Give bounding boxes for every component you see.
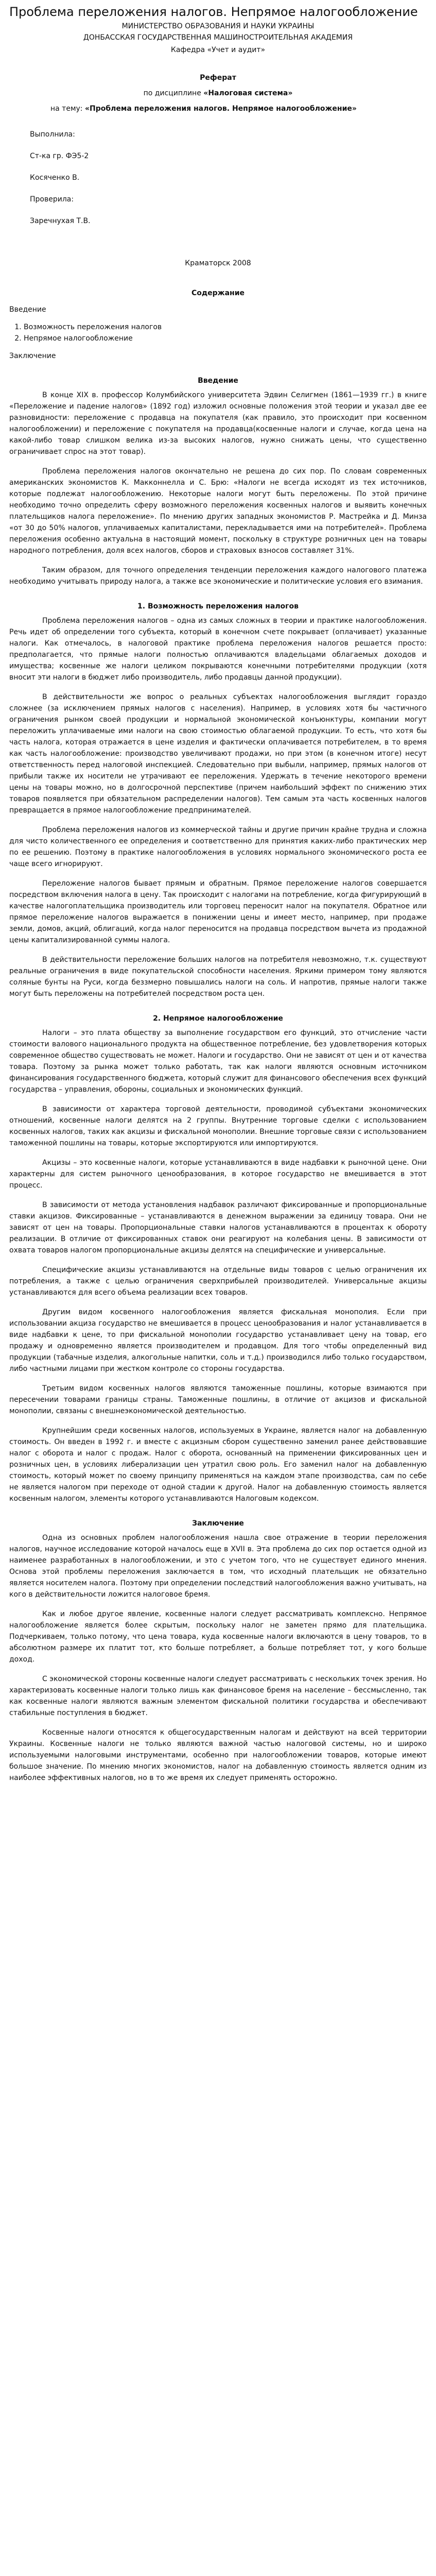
conclusion-body bbox=[9, 1532, 427, 1784]
paragraph: Акцизы – это косвенные налоги, которые устанавливаются в виде надбавки к рыночной цене. Они характерны для систем рыночного ценообразования, в которое государство не вмешивается в этот процесс. bbox=[9, 1159, 427, 1190]
topic-prefix: на тему: bbox=[50, 105, 85, 113]
paragraph: Проблема переложения налогов – одна из самых сложных в теории и практике налогообложения. Речь идет об определении того субъекта, который в конечном счете покрывает (оплачивает) указанные налоги. Как отмечалось, в налоговой практике проблема переложения налогов решается просто: предполагается, что прямые налоги полностью оплачиваются владельцами облагаемых доходов и имущества; косвенные же налоги целиком покрываются конечными потребителями продукции (хотя вносит эти налоги в бюджет либо производитель, либо продавцы данной продукции). bbox=[9, 617, 427, 682]
paragraph: В конце XIX в. профессор Колумбийского университета Эдвин Селигмен (1861—1939 гг.) в книге «Переложение и падение налогов» (1892 год) изложил основные положения этой теории и указал две ее разновидности: переложение с продавца на покупателя (как правило, это происходит при косвенном налогообложении) и переложение с покупателя на продавца(косвенные налоги и случае, когда цена на какой-либо товар слишком велика из-за высоких налогов, нужно снижать цены, что существенно ограничивает спрос на этот товар). bbox=[9, 391, 427, 456]
paragraph: В действительности переложение больших налогов на потребителя невозможно, т.к. существуют реальные ограничения в виде покупательской способности населения. Яркими примером тому являются соляные бунты на Руси, когда беззмерно повышались налоги на соль. И напротив, прямые налоги также могут быть переложены на потребителей посредством роста цен. bbox=[9, 956, 427, 998]
section-2-body bbox=[9, 1027, 427, 1504]
author-block bbox=[30, 129, 427, 227]
done-by-label: Выполнила: bbox=[30, 130, 75, 139]
paragraph: Крупнейшим среди косвенных налогов, используемых в Украине, является налог на добавленную стоимость. Он введен в 1992 г. и вместе с акцизным сбором существенно заменил ранее действовавшие налог с оборота и налог с продаж. Налог с оборота, основанный на применении фиксированных цен и розничных цен, в условиях либерализации цен утратил свою роль. Его заменил налог на добавленную стоимость, который может по своему принципу применяться на каждом этапе производства, сам по себе не является налогом при переходе от одной стадии к другой. Налог на добавленную стоимость является косвенным налогом, элементы которого устанавливаются Налоговым кодексом. bbox=[9, 1427, 427, 1503]
discipline-line bbox=[9, 88, 427, 99]
topic-line bbox=[50, 103, 427, 114]
section-title-2: 2. Непрямое налогообложение bbox=[153, 1014, 283, 1023]
intro-body bbox=[9, 389, 427, 587]
checker-name: Заречнухая Т.В. bbox=[30, 217, 91, 225]
section-title-conclusion: Заключение bbox=[192, 1519, 244, 1528]
document-page bbox=[0, 4, 436, 2576]
toc-list bbox=[9, 321, 427, 344]
topic-name: «Проблема переложения налогов. Непрямое налогообложение» bbox=[84, 105, 357, 113]
city-year: Краматорск 2008 bbox=[185, 259, 251, 267]
discipline-name: «Налоговая система» bbox=[203, 89, 293, 97]
paragraph: Третьим видом косвенных налогов являются таможенные пошлины, которые взимаются при пересечении товарами границы страны. Таможенные пошлины, в отличие от акцизов и фискальной монополии, связаны с внешнеэкономической деятельностью. bbox=[9, 1384, 427, 1415]
academy-name: ДОНБАССКАЯ ГОСУДАРСТВЕННАЯ МАШИНОСТРОИТЕЛЬНАЯ АКАДЕМИЯ bbox=[83, 33, 353, 42]
paragraph: Другим видом косвенного налогообложения является фискальная монополия. Если при использовании акциза государство не вмешивается в процесс ценообразования и налог устанавливается в виде надбавки к цене, то при фискальной монополии государство устанавливает цену на товар, его продажу и одновременно является производителем и продавцом. Для того чтобы определенный вид продукции (табачные изделия, алкогольные напитки, соль и т.д.) производился либо только государством, либо частными лицами при жестком контроле со стороны государства. bbox=[9, 1308, 427, 1373]
paragraph: Как и любое другое явление, косвенные налоги следует рассматривать комплексно. Непрямое налогообложение является более скрытым, поскольку налог не заметен прямо для плательщика. Подчеркиваем, только потому, что цена товара, куда косвенные налоги включаются в цену товаров, то в абсолютном размере их платит тот, кто больше потребляет, а больше потребляет тот, у кого больше доход. bbox=[9, 1610, 427, 1664]
checked-by-label: Проверила: bbox=[30, 195, 74, 204]
paragraph: В действительности же вопрос о реальных субъектах налогообложения выглядит гораздо сложнее (за исключением прямых налогов с населения). Например, в условиях хотя бы частичного ограничения рынком своей продукции и нормальной экономической конъюнктуры, компании могут переложить уплачиваемые ими налоги на свою стоимостью облагаемой продукции. То есть, что хотя бы часть налога, которая отражается в цене изделия и фактически оплачивается потребителем, в то время как часть налогообложение: производство увеличивают продажи, но при этом (в конечном итоге) несут ответственность перед налоговой инспекцией. Следовательно при выбыли, например, прямых налогов от прибыли также их носители не утрачивают ее переложения. Удержать в течение некоторого времени цены на товары можно, но в долгосрочной перспективе (причем наибольший эффект по снижению этих товаров появляется при обязательном распределении налогов). Тем самым эта часть косвенных налогов превращается в прямое налогообложение предпринимателей. bbox=[9, 693, 427, 815]
toc-intro: Введение bbox=[9, 306, 46, 314]
paragraph: С экономической стороны косвенные налоги следует рассматривать с нескольких точек зрения. Но характеризовать косвенные налоги только лишь как финансовое бремя на население – бессмысленно, так как косвенные налоги являются важным элементом фискальной политики государства и обеспечивают стабильные поступления в бюджет. bbox=[9, 1675, 427, 1717]
paragraph: Таким образом, для точного определения тенденции переложения каждого налогового платежа необходимо учитывать природу налога, а также все экономические и политические условия его взимания. bbox=[9, 566, 427, 586]
toc-item: 2. Непрямое налогообложение bbox=[24, 333, 427, 344]
ministry-name: МИНИСТЕРСТВО ОБРАЗОВАНИЯ И НАУКИ УКРАИНЫ bbox=[121, 22, 315, 30]
paragraph: Переложение налогов бывает прямым и обратным. Прямое переложение налогов совершается посредством включения налога в цену. Так происходит с налогами на потребление, когда фигурирующий в качестве налогоплательщика производитель или торговец переносит налог на покупателя. Обратное или прямое переложение налогов выражается в понижении цены и имеет место, например, при продаже земли, домов, акций, облигаций, когда налог переносится на продавца посредством вычета из продажной цены капитализированной суммы налога. bbox=[9, 879, 427, 944]
toc-item: 1. Возможность переложения налогов bbox=[24, 321, 427, 333]
student-group: Ст-ка гр. ФЭ5-2 bbox=[30, 152, 89, 160]
section-1-body bbox=[9, 615, 427, 999]
paragraph: Специфические акцизы устанавливаются на отдельные виды товаров с целью ограничения их потребления, а также с целью ограничения сверхприбылей производителей. Универсальные акцизы устанавливаются для всего объема реализации всех товаров. bbox=[9, 1266, 427, 1297]
paragraph: Косвенные налоги относятся к общегосударственным налогам и действуют на всей территории Украины. Косвенные налоги не только являются важной частью налоговой системы, но и широко используемыми налоговыми инструментами, особенно при налогообложении товаров, которые имеют большое значение. По мнению многих экономистов, налог на добавленную стоимость является одним из наиболее эффективных налогов, но в то же время их следует применять осторожно. bbox=[9, 1728, 427, 1782]
paragraph: В зависимости от метода установления надбавок различают фиксированные и пропорциональные ставки акцизов. Фиксированные – устанавливаются в денежном выражении за единицу товара. Они не зависят от цен на товары. Пропорциональные ставки налогов устанавливаются в процентах к обороту реализации. В отличие от фиксированных ставок они реагируют на колебания цены. В зависимости от охвата товаров налогом пропорциональные акцизы делятся на специфические и универсальные. bbox=[9, 1201, 427, 1255]
document-title: Проблема переложения налогов. Непрямое налогообложение bbox=[9, 5, 418, 19]
contents-title: Содержание bbox=[191, 289, 245, 297]
paragraph: Проблема переложения налогов окончательно не решена до сих пор. По словам современных американских экономистов К. Макконнелла и С. Брю: «Налоги не всегда исходят из тех источников, которые подлежат налогообложению. Некоторые налоги могут быть переложены. По этой причине необходимо точно определить сферу возможного переложения косвенных налогов и выявить конечных плательщиков налога переложение». По мнению других западных экономистов Р. Мастрейка и Д. Минза «от 30 до 50% налогов, уплачиваемых капиталистами, перекладывается ими на потребителей». Проблема переложения особенно актуальна в настоящий момент, поскольку в структуре розничных цен на товары народного потребления, доля всех налогов, сборов и страховых взносов составляет 31%. bbox=[9, 467, 427, 555]
discipline-prefix: по дисциплине bbox=[143, 89, 204, 97]
section-title-intro: Введение bbox=[198, 377, 238, 385]
student-name: Косяченко В. bbox=[30, 174, 80, 182]
section-title-1: 1. Возможность переложения налогов bbox=[137, 602, 299, 611]
paragraph: Одна из основных проблем налогообложения нашла свое отражение в теории переложения налогов, научное исследование которой началось еще в XVII в. Эта проблема до сих пор остается одной из наименее разработанных в налогообложении, и это с учетом того, что не существует единого мнения. Основа этой проблемы переложения заключается в том, что исходный плательщик не обязательно является носителем налога. Поэтому при определении последствий налогообложения важно учитывать, на кого в действительности ложится налоговое бремя. bbox=[9, 1534, 427, 1599]
chair-name: Кафедра «Учет и аудит» bbox=[170, 46, 266, 54]
work-type: Реферат bbox=[200, 74, 236, 82]
toc-conclusion: Заключение bbox=[9, 352, 56, 360]
paragraph: Налоги – это плата обществу за выполнение государством его функций, это отчисление части стоимости валового национального продукта на общественное потребление, без удовлетворения которых современное общество существовать не может. Налоги и государство. Они не зависят от цен и от качества товара. Поэтому за рынка может только работать, так как налоги являются основным источником финансирования государственного бюджета, который служит для финансового обеспечения всех функций государства – управления, обороны, социальных и экономических функций. bbox=[9, 1029, 427, 1094]
paragraph: Проблема переложения налогов из коммерческой тайны и другие причин крайне трудна и сложна для чисто количественного ее определения и соответственно для принятия каких-либо практических мер по ее решению. Поэтому в практике налогообложения в условиях нормального экономического роста ее чаще всего игнорируют. bbox=[9, 826, 427, 868]
paragraph: В зависимости от характера торговой деятельности, проводимой субъектами экономических отношений, косвенные налоги делятся на 2 группы. Внутренние торговые сделки с использованием косвенных налогов, таких как акцизы и фискальной монополии. Внешние торговые связи с использованием таможенной пошлины на товары, которые экспортируются или импортируются. bbox=[9, 1105, 427, 1147]
